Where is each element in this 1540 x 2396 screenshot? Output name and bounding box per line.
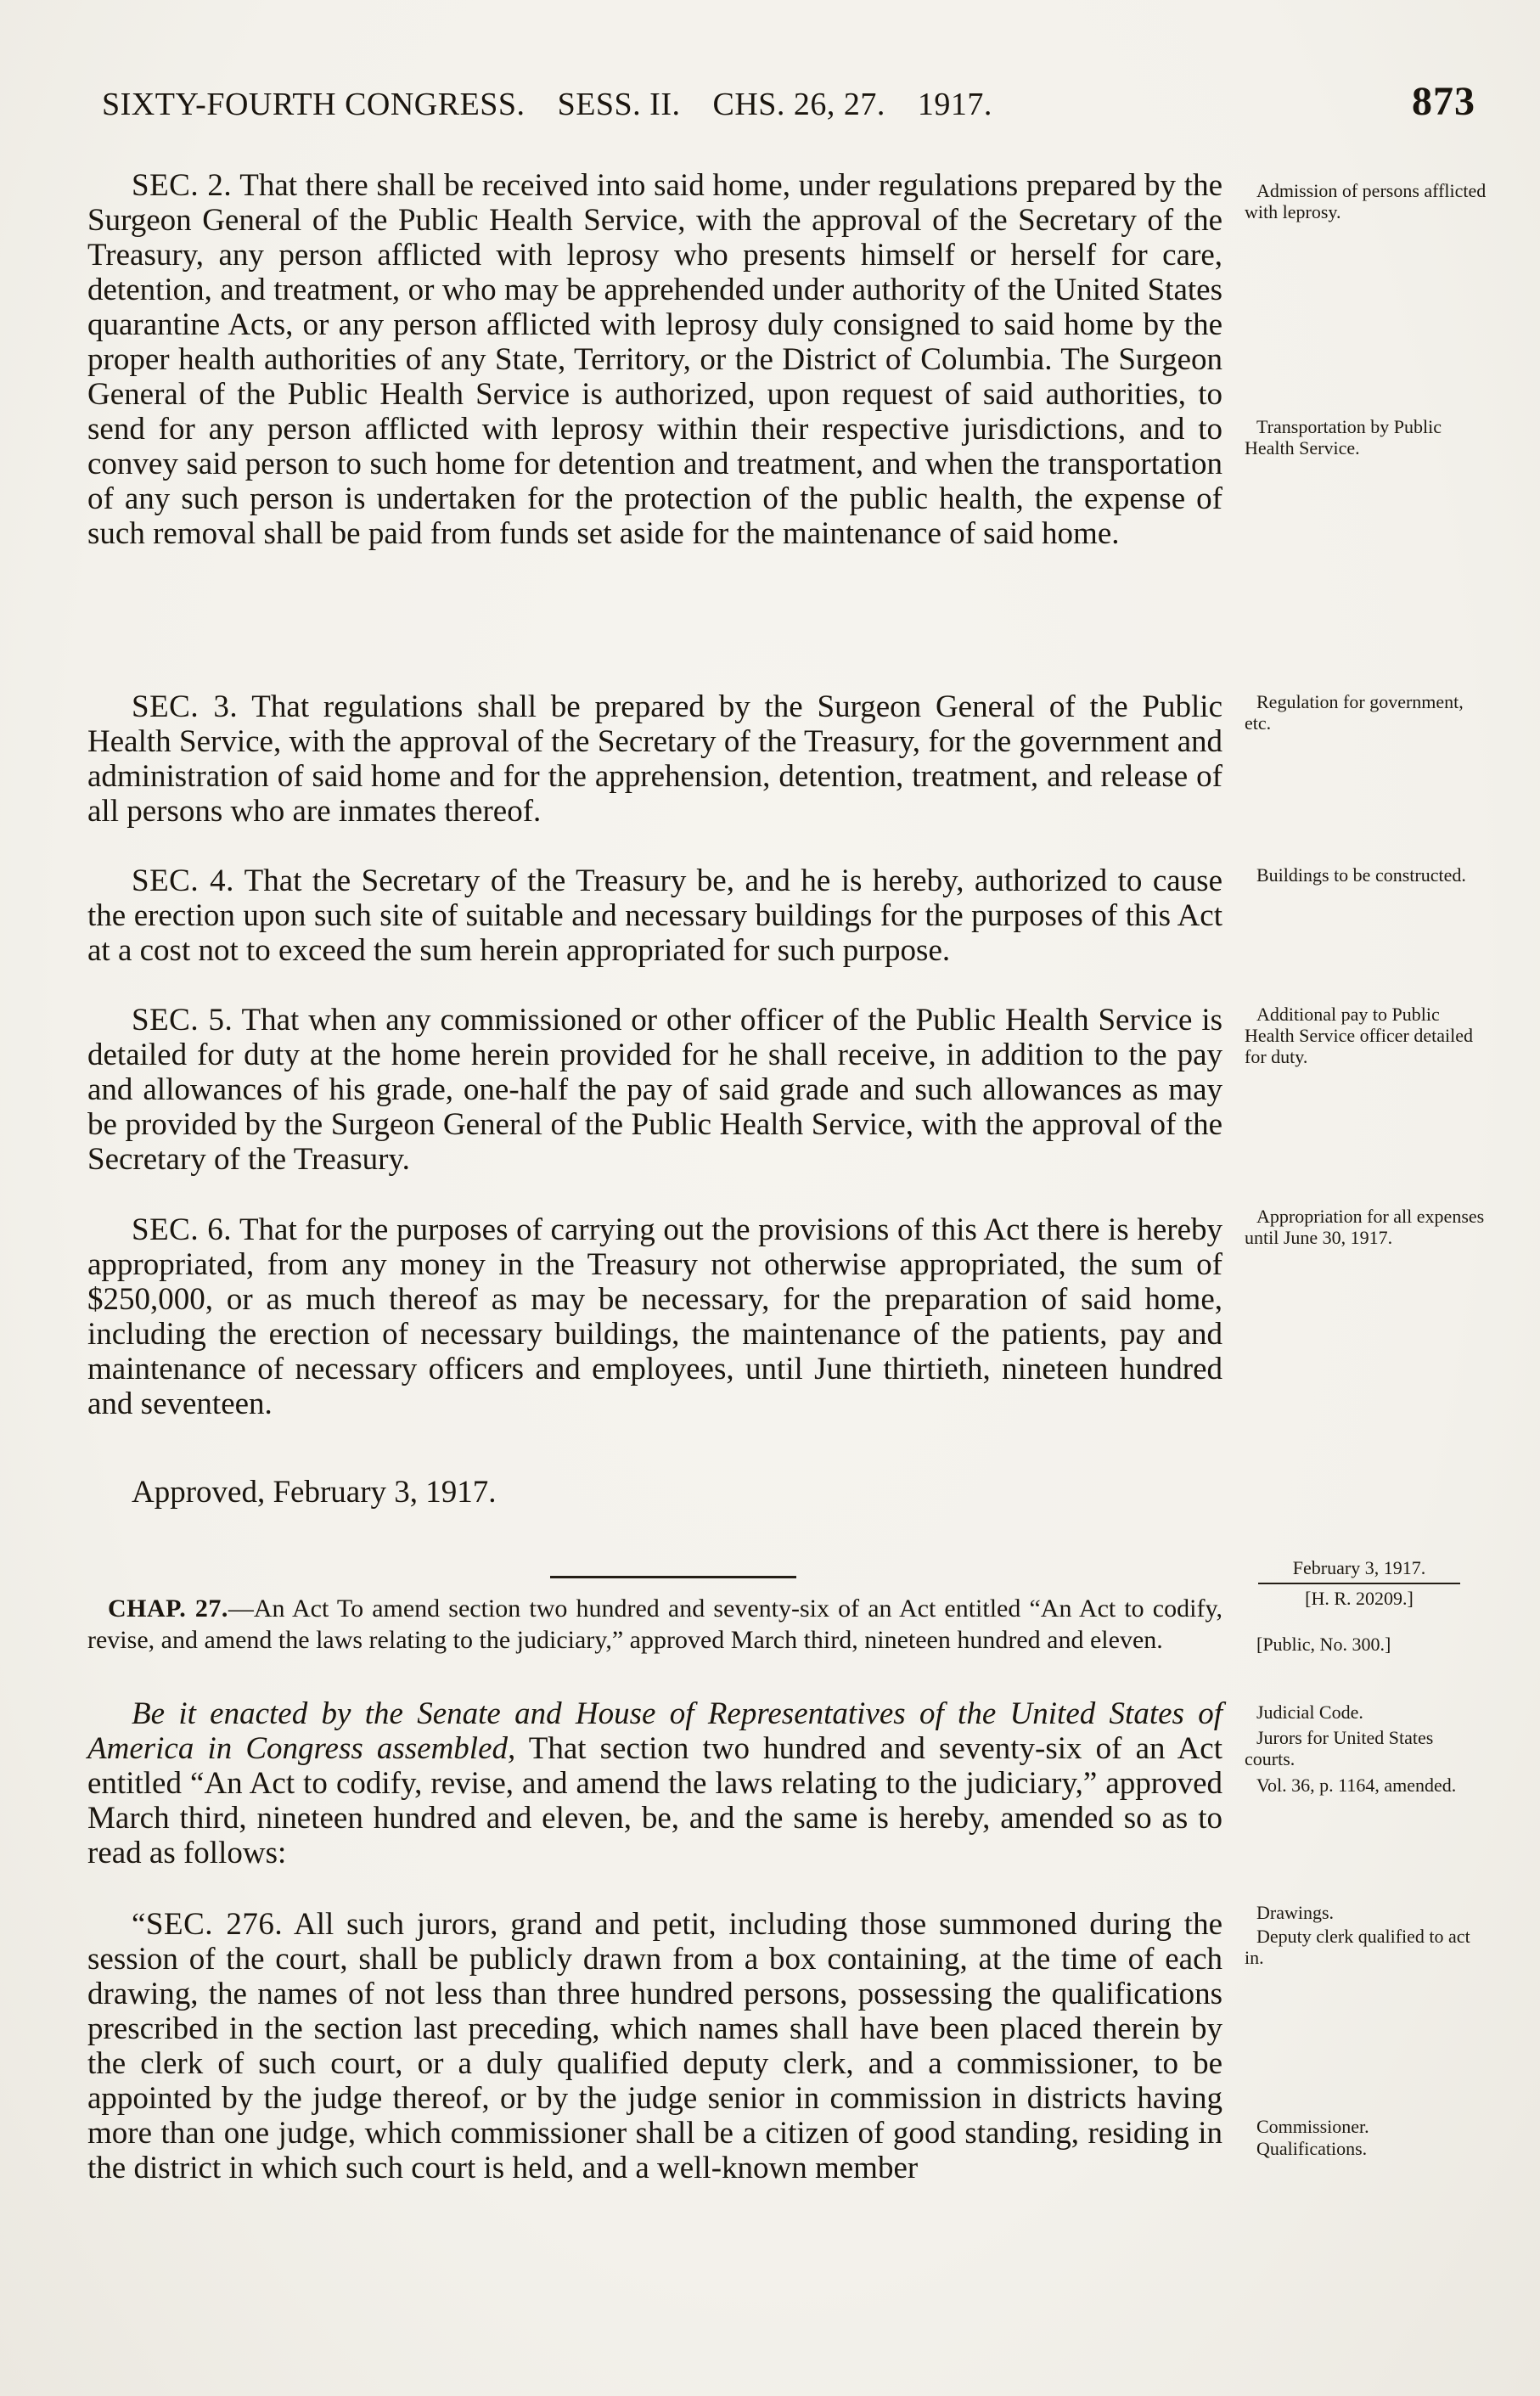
margin-note-transportation: Transportation by Public Health Service. xyxy=(1245,416,1442,458)
section-3-label: SEC. 3. xyxy=(132,689,239,724)
margin-note-deputy-clerk: Deputy clerk qualified to act in. xyxy=(1245,1926,1470,1968)
chapter-27-heading xyxy=(87,1593,1222,1656)
chapter-27-label: CHAP. 27. xyxy=(108,1595,228,1623)
margin-note-jurors: Jurors for United States courts. xyxy=(1245,1727,1434,1769)
margin-note-public-number: [Public, No. 300.] xyxy=(1256,1634,1391,1655)
enacting-clause-italic: Be it enacted by the Senate and House of Representatives of the United States of America in Congress assembled, xyxy=(87,1696,1222,1766)
section-3-paragraph xyxy=(87,689,1222,829)
margin-note-date-block xyxy=(1245,1557,1474,1609)
margin-note-appropriation: Appropriation for all expenses until June 30, 1917. xyxy=(1245,1206,1485,1248)
section-5-paragraph xyxy=(87,1003,1222,1177)
margin-note-rule xyxy=(1258,1583,1460,1584)
section-6-text: That for the purposes of carrying out the provisions of this Act there is hereby appropriated, from any money in the Treasury not otherwise appropriated, the sum of $250,000, or as much thereof as may be necessary, for the preparation of said home, including the erection of necessary buildings, the maintenance of the patients, pay and maintenance of necessary officers and employees, until June thirtieth, nineteen hundred and seventeen. xyxy=(87,1212,1222,1421)
margin-note-buildings: Buildings to be constructed. xyxy=(1256,864,1466,886)
margin-note-volume-ref: Vol. 36, p. 1164, amended. xyxy=(1256,1775,1457,1796)
section-2-label: SEC. 2. xyxy=(132,168,233,203)
section-276-text: All such jurors, grand and petit, including those summoned during the session of the court, shall be publicly drawn from a box containing, at the time of each drawing, the names of not less than three hundred persons, possessing the qualifications prescribed in the section last preceding, which names shall have been placed therein by the clerk of such court, or a duly qualified deputy clerk, and a commissioner, to be appointed by the judge thereof, or by the judge senior in commission in districts having more than one judge, which commissioner shall be a citizen of good standing, residing in the district in which such court is held, and a well-known member xyxy=(87,1907,1223,2185)
section-276-label: “SEC. 276. xyxy=(132,1907,284,1942)
margin-note-regulation: Regulation for government, etc. xyxy=(1245,691,1464,734)
margin-note-judicial-code: Judicial Code. xyxy=(1256,1701,1363,1723)
section-276-paragraph xyxy=(87,1907,1222,2185)
margin-note-additional-pay: Additional pay to Public Health Service officer detailed for duty. xyxy=(1245,1004,1473,1067)
running-header xyxy=(102,78,1475,125)
section-5-text: That when any commissioned or other officer of the Public Health Service is detailed for duty at the home herein provided for he shall receive, in addition to the pay and allowances of his grade, one-half the pay of said grade and such allowances as may be provided by the Surgeon General of the Public Health Service, with the approval of the Secretary of the Treasury. xyxy=(87,1003,1222,1177)
section-4-label: SEC. 4. xyxy=(132,863,234,898)
section-4-paragraph xyxy=(87,863,1222,968)
enacting-clause-rest: That section two hundred and seventy-six of an Act entitled “An Act to codify, revise, and amend the laws relating to the judiciary,” approved March third, nineteen hundred and eleven, be, and the same is hereby, amended so as to read as follows: xyxy=(87,1731,1222,1870)
margin-note-bill-number: [H. R. 20209.] xyxy=(1305,1588,1414,1609)
section-4-text: That the Secretary of the Treasury be, and he is hereby, authorized to cause the erection upon such site of suitable and necessary buildings for the purposes of this Act at a cost not to exceed the sum herein appropriated for such purpose. xyxy=(87,863,1222,968)
header-session: SESS. II. xyxy=(557,87,681,122)
section-2-paragraph xyxy=(87,168,1222,551)
margin-note-admission: Admission of persons afflicted with leprosy. xyxy=(1245,180,1487,222)
margin-note-qualifications: Qualifications. xyxy=(1256,2138,1368,2159)
section-6-paragraph xyxy=(87,1212,1222,1421)
margin-note-drawings: Drawings. xyxy=(1256,1902,1335,1923)
section-3-text: That regulations shall be prepared by the Surgeon General of the Public Health Service, with the approval of the Secretary of the Treasury, for the government and administration of said home and for the apprehension, detention, treatment, and release of all persons who are inmates thereof. xyxy=(87,689,1222,829)
chapter-divider-rule xyxy=(550,1576,796,1578)
margin-note-commissioner: Commissioner. xyxy=(1256,2116,1369,2137)
approval-line: Approved, February 3, 1917. xyxy=(132,1475,497,1510)
header-chapters: CHS. 26, 27. xyxy=(712,87,885,122)
section-5-label: SEC. 5. xyxy=(132,1003,233,1038)
header-congress: SIXTY-FOURTH CONGRESS. xyxy=(102,87,526,122)
section-6-label: SEC. 6. xyxy=(132,1212,232,1247)
chapter-27-title: —An Act To amend section two hundred and seventy-six of an Act entitled “An Act to codify, revise, and amend the laws relating to the judiciary,” approved March third, nineteen hundred and eleven. xyxy=(87,1595,1222,1654)
page-number: 873 xyxy=(1412,79,1475,124)
section-2-text: That there shall be received into said home, under regulations prepared by the Surgeon General of the Public Health Service, with the approval of the Secretary of the Treasury, any person afflicted with leprosy who presents himself or herself for care, detention, and treatment, or who may be apprehended under authority of the United States quarantine Acts, or any person afflicted with leprosy duly consigned to said home by the proper health authorities of any State, Territory, or the District of Columbia. The Surgeon General of the Public Health Service is authorized, upon request of said authorities, to send for any person afflicted with leprosy within their respective jurisdictions, and to convey said person to such home for detention and treatment, and when the transportation of any such person is undertaken for the protection of the public health, the expense of such removal shall be paid from funds set aside for the maintenance of said home. xyxy=(87,168,1223,551)
margin-note-date: February 3, 1917. xyxy=(1292,1557,1426,1578)
header-year: 1917. xyxy=(917,87,992,122)
enacting-clause-paragraph xyxy=(87,1696,1222,1870)
